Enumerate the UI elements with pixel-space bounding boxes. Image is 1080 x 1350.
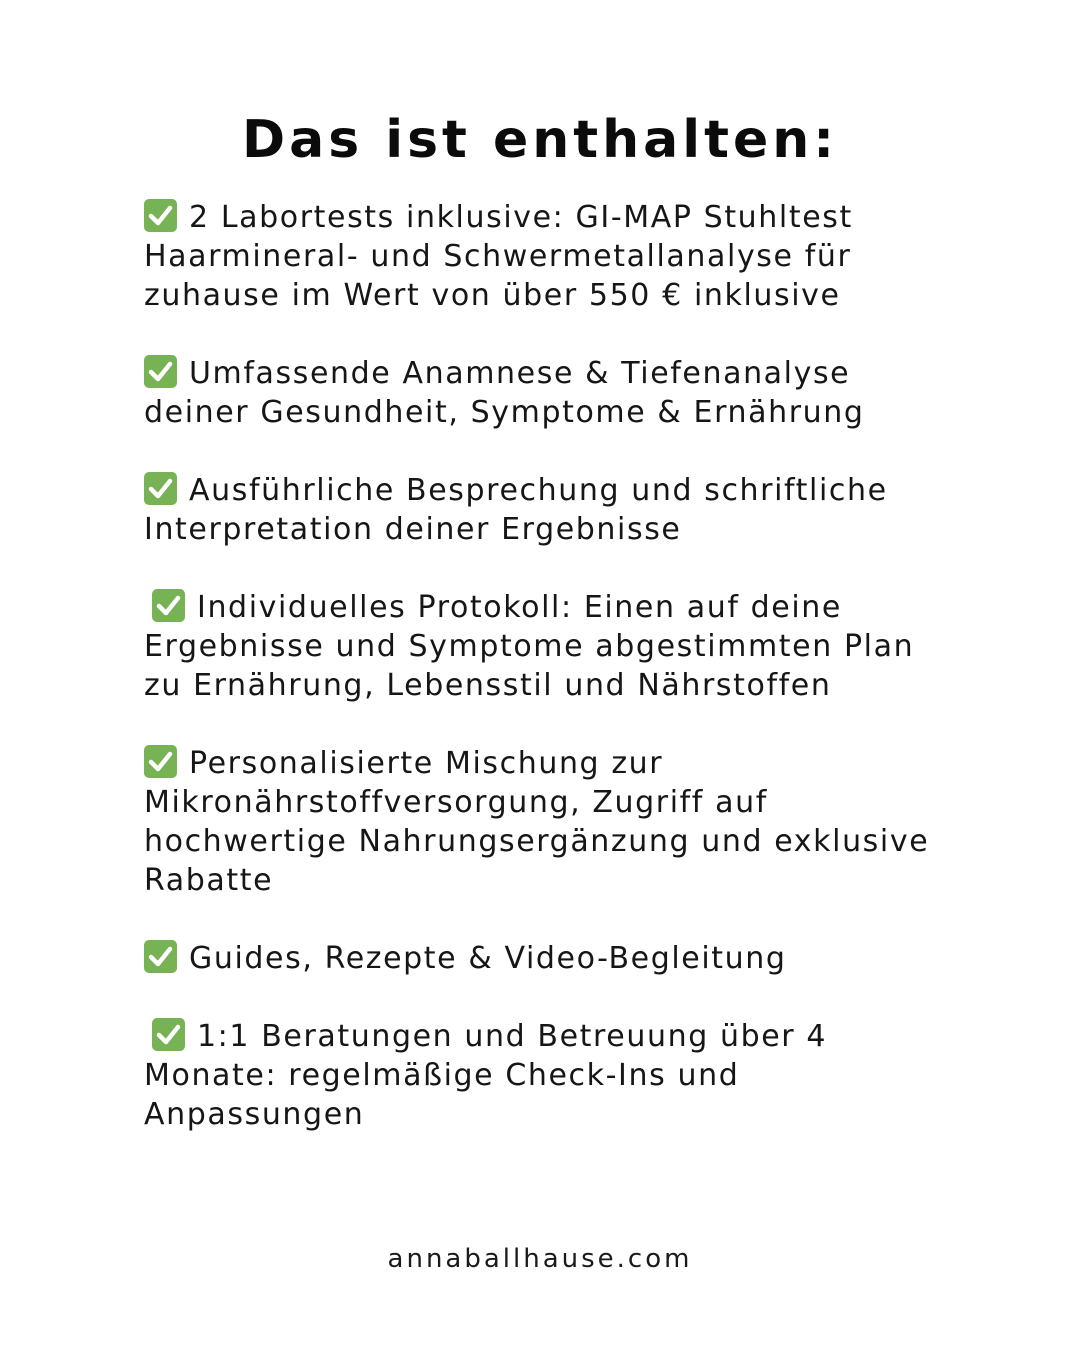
website-url: annaballhause.com xyxy=(387,1244,693,1274)
check-mark-icon xyxy=(144,199,177,232)
list-item-text: Umfassende Anamnese & Tiefenanalyse deiner Gesundheit, Symptome & Ernährung xyxy=(144,356,865,430)
list-item-text: Ausführliche Besprechung und schriftliche Interpretation deiner Ergebnisse xyxy=(144,473,888,547)
list-item xyxy=(144,198,944,315)
check-mark-icon xyxy=(152,1018,185,1051)
check-mark-icon xyxy=(144,355,177,388)
list-item xyxy=(144,471,944,549)
list-item xyxy=(144,1017,944,1134)
check-mark-icon xyxy=(144,940,177,973)
feature-list xyxy=(144,198,944,1173)
list-item xyxy=(144,939,944,978)
list-item-text: Individuelles Protokoll: Einen auf deine Ergebnisse und Symptome abgestimmten Plan zu Ernährung, Lebensstil und Nährstoffen xyxy=(144,590,915,703)
list-item xyxy=(144,354,944,432)
check-mark-icon xyxy=(144,472,177,505)
list-item xyxy=(144,588,944,705)
list-item-text: Personalisierte Mischung zur Mikronährstoffversorgung, Zugriff auf hochwertige Nahrungsergänzung und exklusive Rabatte xyxy=(144,746,930,898)
page-title: Das ist enthalten: xyxy=(241,110,839,170)
list-item xyxy=(144,744,944,900)
check-mark-icon xyxy=(152,589,185,622)
list-item-text: 2 Labortests inklusive: GI-MAP Stuhltest Haarmineral- und Schwermetallanalyse für zuhause im Wert von über 550 € inklusive xyxy=(144,200,853,313)
list-item-text: 1:1 Beratungen und Betreuung über 4 Monate: regelmäßige Check-Ins und Anpassungen xyxy=(144,1019,828,1132)
list-item-text: Guides, Rezepte & Video-Begleitung xyxy=(189,941,787,976)
check-mark-icon xyxy=(144,745,177,778)
